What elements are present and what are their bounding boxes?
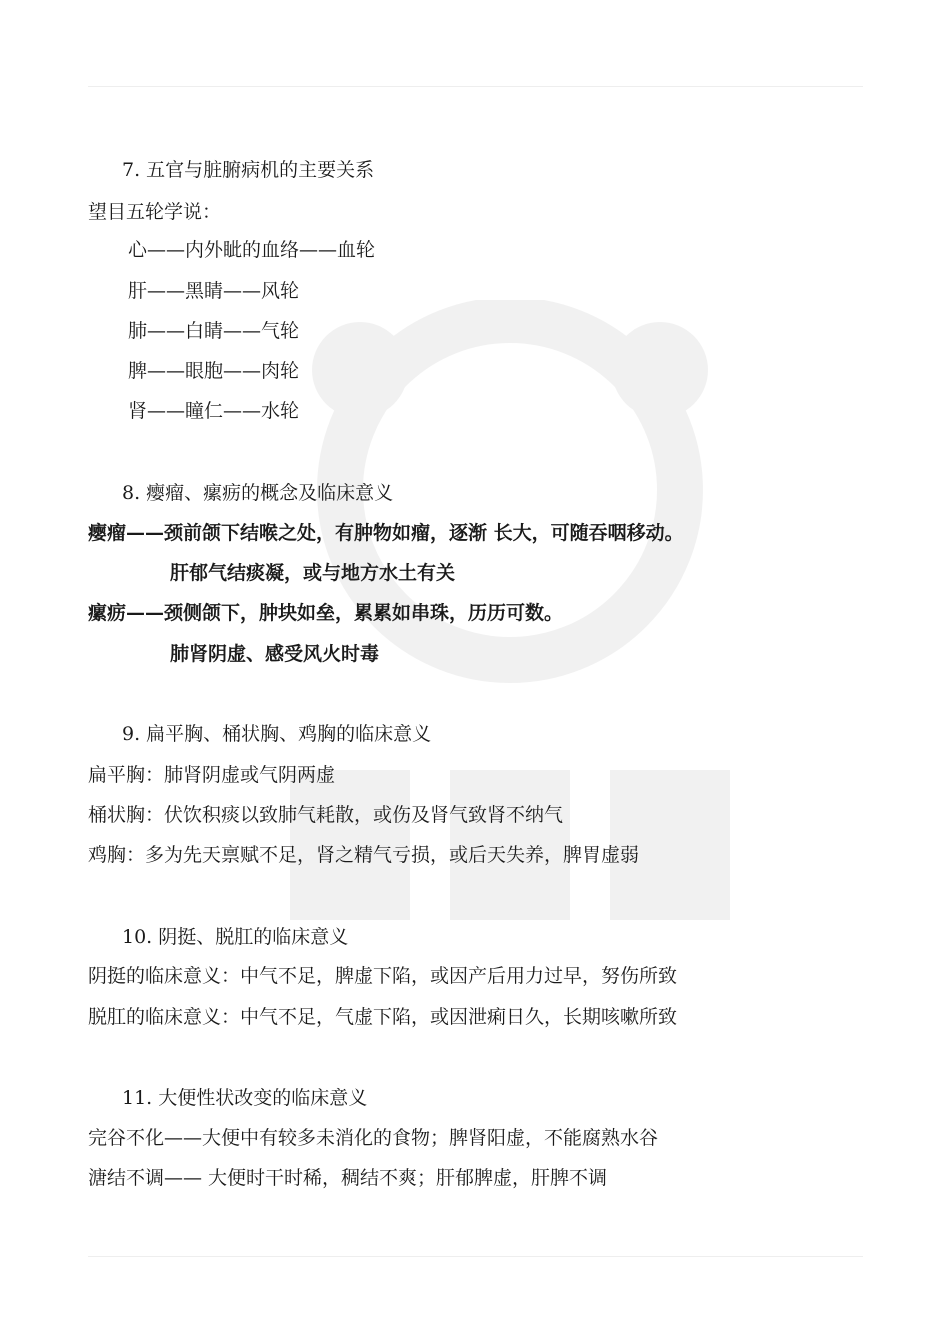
body-line: 瘿瘤——颈前颌下结喉之处，有肿物如瘤，逐渐 长大，可随吞咽移动。 [88,522,684,544]
body-line: 脾——眼胞——肉轮 [128,360,300,382]
body-line: 阴挺的临床意义：中气不足，脾虚下陷，或因产后用力过早，努伤所致 [88,965,678,987]
body-line: 心——内外眦的血络——血轮 [128,239,376,261]
body-line: 肾——瞳仁——水轮 [128,400,300,422]
body-line: 肝——黑睛——风轮 [128,280,300,302]
section-heading: 10. 阴挺、脱肛的临床意义 [122,926,349,948]
footer-rule [88,1256,863,1257]
section-heading: 11. 大便性状改变的临床意义 [122,1087,368,1109]
body-line: 瘰疬——颈侧颌下，肿块如垒，累累如串珠，历历可数。 [88,602,564,624]
section-heading: 7. 五官与脏腑病机的主要关系 [122,159,375,181]
section-heading: 9. 扁平胸、桶状胸、鸡胸的临床意义 [122,723,432,745]
body-line: 完谷不化——大便中有较多未消化的食物；脾肾阳虚，不能腐熟水谷 [88,1127,659,1149]
body-line: 望目五轮学说： [88,201,222,223]
body-line: 鸡胸：多为先天禀赋不足，肾之精气亏损，或后天失养，脾胃虚弱 [88,844,640,866]
body-line: 脱肛的临床意义：中气不足，气虚下陷，或因泄痢日久，长期咳嗽所致 [88,1006,678,1028]
body-line: 桶状胸：伏饮积痰以致肺气耗散，或伤及肾气致肾不纳气 [88,804,564,826]
body-line: 肺——白睛——气轮 [128,320,300,342]
body-line: 溏结不调—— 大便时干时稀，稠结不爽；肝郁脾虚，肝脾不调 [88,1167,608,1189]
body-line: 肺肾阴虚、感受风火时毒 [170,643,380,665]
header-rule [88,86,863,87]
body-line: 扁平胸：肺肾阴虚或气阴两虚 [88,764,336,786]
section-heading: 8. 瘿瘤、瘰疬的概念及临床意义 [122,482,394,504]
body-line: 肝郁气结痰凝，或与地方水土有关 [170,562,456,584]
